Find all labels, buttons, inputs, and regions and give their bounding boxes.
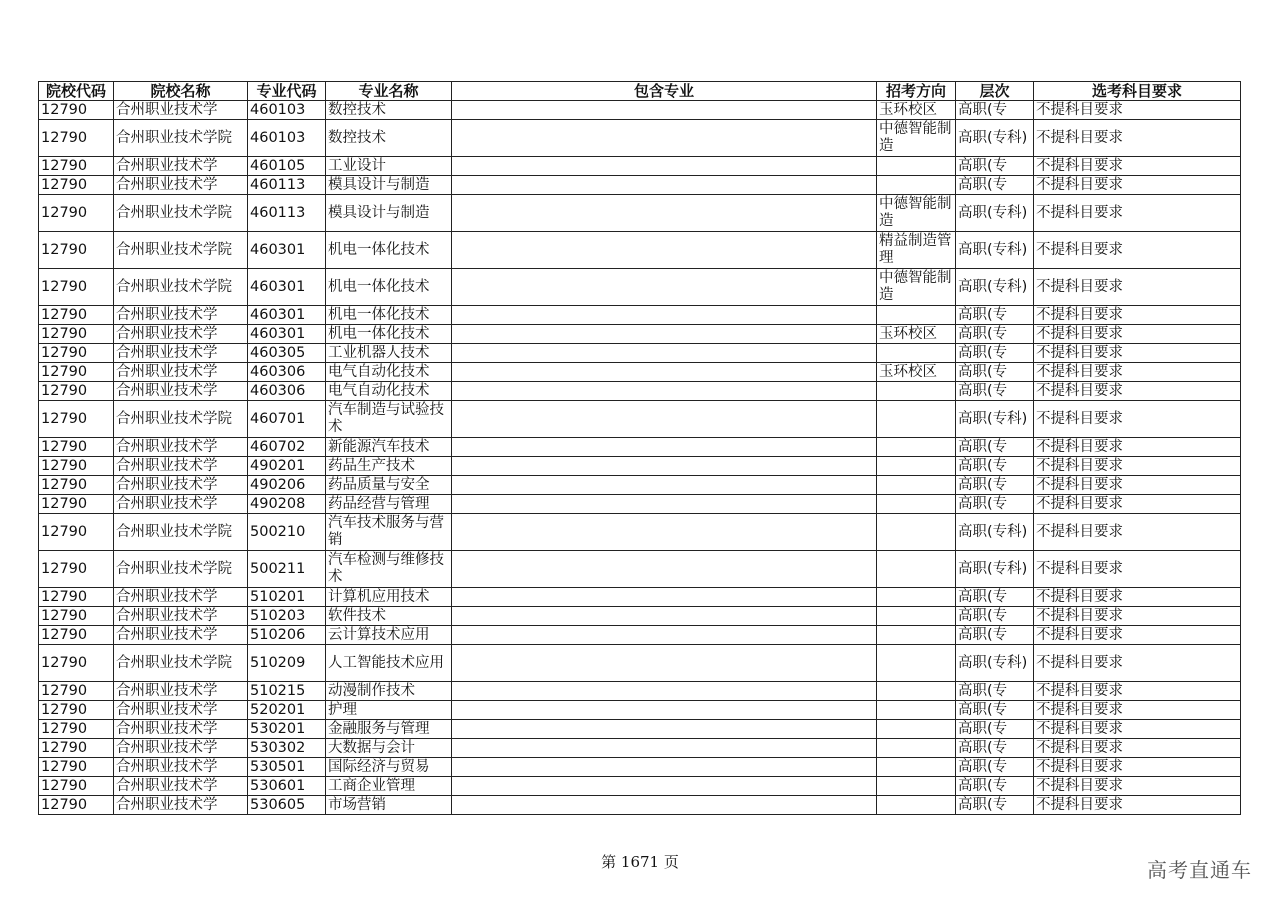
cell-direction: 玉环校区 — [877, 325, 956, 344]
cell-subject-requirement: 不提科目要求 — [1034, 588, 1241, 607]
table-row — [39, 588, 1241, 607]
cell-major-code: 530501 — [248, 758, 326, 777]
cell-major-code: 500210 — [248, 514, 326, 551]
table-row — [39, 626, 1241, 645]
cell-school-name: 合州职业技术学 — [114, 701, 248, 720]
cell-level: 高职(专 — [956, 325, 1034, 344]
cell-included-majors — [452, 796, 877, 815]
header-major-code: 专业代码 — [248, 82, 326, 101]
cell-direction — [877, 626, 956, 645]
cell-subject-requirement: 不提科目要求 — [1034, 382, 1241, 401]
table-row — [39, 645, 1241, 682]
cell-subject-requirement: 不提科目要求 — [1034, 720, 1241, 739]
cell-major-code: 490206 — [248, 476, 326, 495]
cell-major-name: 人工智能技术应用 — [326, 645, 452, 682]
cell-subject-requirement: 不提科目要求 — [1034, 157, 1241, 176]
cell-direction — [877, 796, 956, 815]
cell-major-code: 530605 — [248, 796, 326, 815]
cell-school-name: 合州职业技术学 — [114, 325, 248, 344]
cell-direction: 中德智能制造 — [877, 269, 956, 306]
cell-major-code: 460113 — [248, 176, 326, 195]
cell-major-name: 模具设计与制造 — [326, 176, 452, 195]
cell-direction — [877, 514, 956, 551]
cell-level: 高职(专 — [956, 607, 1034, 626]
cell-subject-requirement: 不提科目要求 — [1034, 457, 1241, 476]
cell-direction — [877, 701, 956, 720]
cell-subject-requirement: 不提科目要求 — [1034, 269, 1241, 306]
cell-subject-requirement: 不提科目要求 — [1034, 176, 1241, 195]
cell-direction: 玉环校区 — [877, 101, 956, 120]
cell-major-code: 460301 — [248, 232, 326, 269]
cell-school-name: 合州职业技术学 — [114, 777, 248, 796]
cell-major-name: 新能源汽车技术 — [326, 438, 452, 457]
cell-major-code: 530201 — [248, 720, 326, 739]
cell-school-code: 12790 — [39, 306, 114, 325]
cell-major-name: 机电一体化技术 — [326, 306, 452, 325]
table-row — [39, 720, 1241, 739]
table-row — [39, 401, 1241, 438]
table-row — [39, 701, 1241, 720]
cell-major-name: 护理 — [326, 701, 452, 720]
cell-school-name: 合州职业技术学 — [114, 739, 248, 758]
cell-level: 高职(专科) — [956, 195, 1034, 232]
cell-school-code: 12790 — [39, 701, 114, 720]
cell-major-code: 460103 — [248, 120, 326, 157]
table-row — [39, 325, 1241, 344]
cell-school-code: 12790 — [39, 382, 114, 401]
table-row — [39, 157, 1241, 176]
cell-level: 高职(专 — [956, 796, 1034, 815]
cell-level: 高职(专 — [956, 588, 1034, 607]
cell-major-name: 软件技术 — [326, 607, 452, 626]
cell-major-name: 工业机器人技术 — [326, 344, 452, 363]
cell-subject-requirement: 不提科目要求 — [1034, 796, 1241, 815]
table-row — [39, 777, 1241, 796]
cell-direction — [877, 176, 956, 195]
cell-major-name: 模具设计与制造 — [326, 195, 452, 232]
cell-school-name: 合州职业技术学 — [114, 796, 248, 815]
cell-school-code: 12790 — [39, 758, 114, 777]
cell-direction — [877, 476, 956, 495]
table-row — [39, 344, 1241, 363]
cell-major-code: 490208 — [248, 495, 326, 514]
cell-included-majors — [452, 476, 877, 495]
header-direction: 招考方向 — [877, 82, 956, 101]
cell-major-code: 460105 — [248, 157, 326, 176]
cell-level: 高职(专科) — [956, 401, 1034, 438]
watermark-logo-text: 高考直通车 — [1147, 858, 1252, 882]
cell-school-code: 12790 — [39, 476, 114, 495]
cell-level: 高职(专 — [956, 382, 1034, 401]
cell-included-majors — [452, 382, 877, 401]
table-row — [39, 457, 1241, 476]
cell-major-name: 药品质量与安全 — [326, 476, 452, 495]
cell-major-code: 460301 — [248, 269, 326, 306]
cell-major-name: 大数据与会计 — [326, 739, 452, 758]
cell-included-majors — [452, 325, 877, 344]
cell-level: 高职(专 — [956, 758, 1034, 777]
table-row — [39, 739, 1241, 758]
page-number: 第 1671 页 — [601, 853, 679, 871]
cell-school-name: 合州职业技术学 — [114, 382, 248, 401]
cell-subject-requirement: 不提科目要求 — [1034, 777, 1241, 796]
cell-school-name: 合州职业技术学 — [114, 157, 248, 176]
cell-major-name: 金融服务与管理 — [326, 720, 452, 739]
cell-included-majors — [452, 457, 877, 476]
cell-level: 高职(专科) — [956, 551, 1034, 588]
cell-included-majors — [452, 101, 877, 120]
cell-level: 高职(专 — [956, 476, 1034, 495]
cell-school-name: 合州职业技术学院 — [114, 645, 248, 682]
cell-direction: 玉环校区 — [877, 363, 956, 382]
cell-direction — [877, 607, 956, 626]
cell-direction — [877, 382, 956, 401]
cell-level: 高职(专科) — [956, 232, 1034, 269]
cell-school-code: 12790 — [39, 457, 114, 476]
cell-major-name: 数控技术 — [326, 120, 452, 157]
cell-major-name: 汽车制造与试验技术 — [326, 401, 452, 438]
cell-school-code: 12790 — [39, 682, 114, 701]
cell-included-majors — [452, 306, 877, 325]
cell-major-code: 460301 — [248, 306, 326, 325]
cell-major-code: 510203 — [248, 607, 326, 626]
cell-school-code: 12790 — [39, 588, 114, 607]
cell-subject-requirement: 不提科目要求 — [1034, 514, 1241, 551]
cell-subject-requirement: 不提科目要求 — [1034, 232, 1241, 269]
cell-school-name: 合州职业技术学 — [114, 758, 248, 777]
table-row — [39, 514, 1241, 551]
table-row — [39, 195, 1241, 232]
cell-direction: 精益制造管理 — [877, 232, 956, 269]
cell-direction: 中德智能制造 — [877, 195, 956, 232]
cell-major-name: 汽车技术服务与营销 — [326, 514, 452, 551]
cell-subject-requirement: 不提科目要求 — [1034, 438, 1241, 457]
cell-included-majors — [452, 195, 877, 232]
table-row — [39, 476, 1241, 495]
cell-direction — [877, 344, 956, 363]
cell-level: 高职(专科) — [956, 269, 1034, 306]
cell-direction — [877, 588, 956, 607]
cell-direction — [877, 438, 956, 457]
cell-level: 高职(专 — [956, 438, 1034, 457]
header-major-name: 专业名称 — [326, 82, 452, 101]
cell-subject-requirement: 不提科目要求 — [1034, 607, 1241, 626]
cell-direction — [877, 457, 956, 476]
cell-school-name: 合州职业技术学院 — [114, 195, 248, 232]
table-row — [39, 120, 1241, 157]
table-row — [39, 796, 1241, 815]
cell-school-code: 12790 — [39, 344, 114, 363]
cell-level: 高职(专 — [956, 363, 1034, 382]
cell-included-majors — [452, 626, 877, 645]
header-school-name: 院校名称 — [114, 82, 248, 101]
cell-level: 高职(专 — [956, 306, 1034, 325]
cell-included-majors — [452, 720, 877, 739]
cell-direction — [877, 682, 956, 701]
cell-school-name: 合州职业技术学 — [114, 495, 248, 514]
cell-subject-requirement: 不提科目要求 — [1034, 363, 1241, 382]
cell-major-code: 460702 — [248, 438, 326, 457]
cell-school-code: 12790 — [39, 363, 114, 382]
table-row — [39, 176, 1241, 195]
cell-direction — [877, 306, 956, 325]
cell-level: 高职(专 — [956, 176, 1034, 195]
cell-school-name: 合州职业技术学 — [114, 682, 248, 701]
cell-school-name: 合州职业技术学 — [114, 588, 248, 607]
cell-major-name: 机电一体化技术 — [326, 325, 452, 344]
cell-major-code: 490201 — [248, 457, 326, 476]
cell-direction — [877, 645, 956, 682]
cell-school-code: 12790 — [39, 720, 114, 739]
cell-level: 高职(专 — [956, 626, 1034, 645]
cell-major-code: 460305 — [248, 344, 326, 363]
cell-major-code: 510201 — [248, 588, 326, 607]
cell-school-code: 12790 — [39, 514, 114, 551]
cell-school-code: 12790 — [39, 101, 114, 120]
cell-major-code: 460301 — [248, 325, 326, 344]
table-row — [39, 438, 1241, 457]
cell-school-code: 12790 — [39, 401, 114, 438]
cell-school-code: 12790 — [39, 195, 114, 232]
cell-included-majors — [452, 607, 877, 626]
table-row — [39, 232, 1241, 269]
table-row — [39, 269, 1241, 306]
cell-included-majors — [452, 514, 877, 551]
cell-direction — [877, 551, 956, 588]
cell-major-code: 530302 — [248, 739, 326, 758]
cell-level: 高职(专 — [956, 777, 1034, 796]
cell-school-code: 12790 — [39, 325, 114, 344]
cell-major-name: 机电一体化技术 — [326, 232, 452, 269]
cell-included-majors — [452, 701, 877, 720]
cell-school-code: 12790 — [39, 626, 114, 645]
cell-direction — [877, 157, 956, 176]
cell-major-name: 计算机应用技术 — [326, 588, 452, 607]
cell-major-code: 460701 — [248, 401, 326, 438]
cell-level: 高职(专科) — [956, 120, 1034, 157]
table-row — [39, 363, 1241, 382]
cell-school-code: 12790 — [39, 176, 114, 195]
cell-school-name: 合州职业技术学 — [114, 720, 248, 739]
cell-school-name: 合州职业技术学 — [114, 476, 248, 495]
cell-major-name: 电气自动化技术 — [326, 382, 452, 401]
cell-major-name: 云计算技术应用 — [326, 626, 452, 645]
cell-major-name: 药品经营与管理 — [326, 495, 452, 514]
cell-major-code: 510215 — [248, 682, 326, 701]
cell-level: 高职(专 — [956, 682, 1034, 701]
cell-included-majors — [452, 495, 877, 514]
cell-school-name: 合州职业技术学院 — [114, 269, 248, 306]
cell-school-code: 12790 — [39, 120, 114, 157]
cell-school-name: 合州职业技术学院 — [114, 232, 248, 269]
cell-included-majors — [452, 682, 877, 701]
cell-major-name: 机电一体化技术 — [326, 269, 452, 306]
cell-included-majors — [452, 645, 877, 682]
header-school-code: 院校代码 — [39, 82, 114, 101]
cell-direction: 中德智能制造 — [877, 120, 956, 157]
cell-included-majors — [452, 758, 877, 777]
table-header-row — [39, 82, 1241, 101]
cell-direction — [877, 777, 956, 796]
cell-major-name: 数控技术 — [326, 101, 452, 120]
cell-major-code: 510209 — [248, 645, 326, 682]
cell-direction — [877, 401, 956, 438]
cell-subject-requirement: 不提科目要求 — [1034, 344, 1241, 363]
cell-major-name: 工业设计 — [326, 157, 452, 176]
cell-school-code: 12790 — [39, 551, 114, 588]
cell-subject-requirement: 不提科目要求 — [1034, 551, 1241, 588]
cell-included-majors — [452, 438, 877, 457]
cell-school-name: 合州职业技术学 — [114, 457, 248, 476]
cell-subject-requirement: 不提科目要求 — [1034, 758, 1241, 777]
cell-included-majors — [452, 363, 877, 382]
header-included-majors: 包含专业 — [452, 82, 877, 101]
cell-subject-requirement: 不提科目要求 — [1034, 101, 1241, 120]
cell-major-name: 电气自动化技术 — [326, 363, 452, 382]
cell-school-code: 12790 — [39, 739, 114, 758]
cell-major-code: 460306 — [248, 363, 326, 382]
cell-included-majors — [452, 344, 877, 363]
cell-school-name: 合州职业技术学 — [114, 176, 248, 195]
cell-school-code: 12790 — [39, 232, 114, 269]
cell-included-majors — [452, 232, 877, 269]
cell-level: 高职(专科) — [956, 514, 1034, 551]
table-row — [39, 306, 1241, 325]
header-level: 层次 — [956, 82, 1034, 101]
cell-included-majors — [452, 401, 877, 438]
cell-subject-requirement: 不提科目要求 — [1034, 306, 1241, 325]
cell-major-code: 500211 — [248, 551, 326, 588]
cell-school-name: 合州职业技术学 — [114, 626, 248, 645]
cell-included-majors — [452, 588, 877, 607]
table-row — [39, 758, 1241, 777]
cell-school-code: 12790 — [39, 495, 114, 514]
cell-direction — [877, 739, 956, 758]
cell-school-name: 合州职业技术学 — [114, 607, 248, 626]
cell-major-name: 国际经济与贸易 — [326, 758, 452, 777]
cell-major-code: 530601 — [248, 777, 326, 796]
cell-subject-requirement: 不提科目要求 — [1034, 476, 1241, 495]
cell-included-majors — [452, 269, 877, 306]
cell-level: 高职(专 — [956, 739, 1034, 758]
cell-level: 高职(专 — [956, 495, 1034, 514]
cell-school-code: 12790 — [39, 269, 114, 306]
cell-school-name: 合州职业技术学 — [114, 306, 248, 325]
cell-major-code: 460113 — [248, 195, 326, 232]
cell-major-name: 工商企业管理 — [326, 777, 452, 796]
cell-direction — [877, 758, 956, 777]
cell-school-code: 12790 — [39, 645, 114, 682]
cell-school-code: 12790 — [39, 438, 114, 457]
cell-school-code: 12790 — [39, 607, 114, 626]
cell-included-majors — [452, 777, 877, 796]
cell-included-majors — [452, 120, 877, 157]
cell-direction — [877, 720, 956, 739]
cell-subject-requirement: 不提科目要求 — [1034, 739, 1241, 758]
cell-major-code: 510206 — [248, 626, 326, 645]
header-subject-requirement: 选考科目要求 — [1034, 82, 1241, 101]
cell-level: 高职(专 — [956, 101, 1034, 120]
cell-subject-requirement: 不提科目要求 — [1034, 401, 1241, 438]
cell-level: 高职(专 — [956, 720, 1034, 739]
cell-subject-requirement: 不提科目要求 — [1034, 682, 1241, 701]
table-row — [39, 682, 1241, 701]
cell-school-code: 12790 — [39, 796, 114, 815]
cell-direction — [877, 495, 956, 514]
table-row — [39, 382, 1241, 401]
cell-school-code: 12790 — [39, 157, 114, 176]
cell-school-name: 合州职业技术学 — [114, 101, 248, 120]
table-row — [39, 101, 1241, 120]
cell-school-code: 12790 — [39, 777, 114, 796]
cell-school-name: 合州职业技术学 — [114, 438, 248, 457]
cell-subject-requirement: 不提科目要求 — [1034, 626, 1241, 645]
table-row — [39, 551, 1241, 588]
table-row — [39, 607, 1241, 626]
cell-level: 高职(专 — [956, 344, 1034, 363]
cell-level: 高职(专科) — [956, 645, 1034, 682]
cell-included-majors — [452, 739, 877, 758]
table-row — [39, 495, 1241, 514]
cell-subject-requirement: 不提科目要求 — [1034, 495, 1241, 514]
cell-school-name: 合州职业技术学院 — [114, 120, 248, 157]
cell-included-majors — [452, 176, 877, 195]
cell-level: 高职(专 — [956, 457, 1034, 476]
cell-subject-requirement: 不提科目要求 — [1034, 120, 1241, 157]
cell-major-name: 药品生产技术 — [326, 457, 452, 476]
cell-school-name: 合州职业技术学院 — [114, 514, 248, 551]
cell-included-majors — [452, 157, 877, 176]
cell-major-name: 动漫制作技术 — [326, 682, 452, 701]
cell-subject-requirement: 不提科目要求 — [1034, 325, 1241, 344]
cell-school-name: 合州职业技术学 — [114, 363, 248, 382]
cell-subject-requirement: 不提科目要求 — [1034, 645, 1241, 682]
cell-level: 高职(专 — [956, 157, 1034, 176]
cell-school-name: 合州职业技术学院 — [114, 551, 248, 588]
cell-included-majors — [452, 551, 877, 588]
cell-major-name: 市场营销 — [326, 796, 452, 815]
cell-school-name: 合州职业技术学院 — [114, 401, 248, 438]
cell-subject-requirement: 不提科目要求 — [1034, 195, 1241, 232]
cell-school-name: 合州职业技术学 — [114, 344, 248, 363]
cell-subject-requirement: 不提科目要求 — [1034, 701, 1241, 720]
cell-major-code: 460306 — [248, 382, 326, 401]
admissions-table — [38, 81, 1241, 815]
cell-major-code: 460103 — [248, 101, 326, 120]
cell-major-name: 汽车检测与维修技术 — [326, 551, 452, 588]
cell-level: 高职(专 — [956, 701, 1034, 720]
cell-major-code: 520201 — [248, 701, 326, 720]
